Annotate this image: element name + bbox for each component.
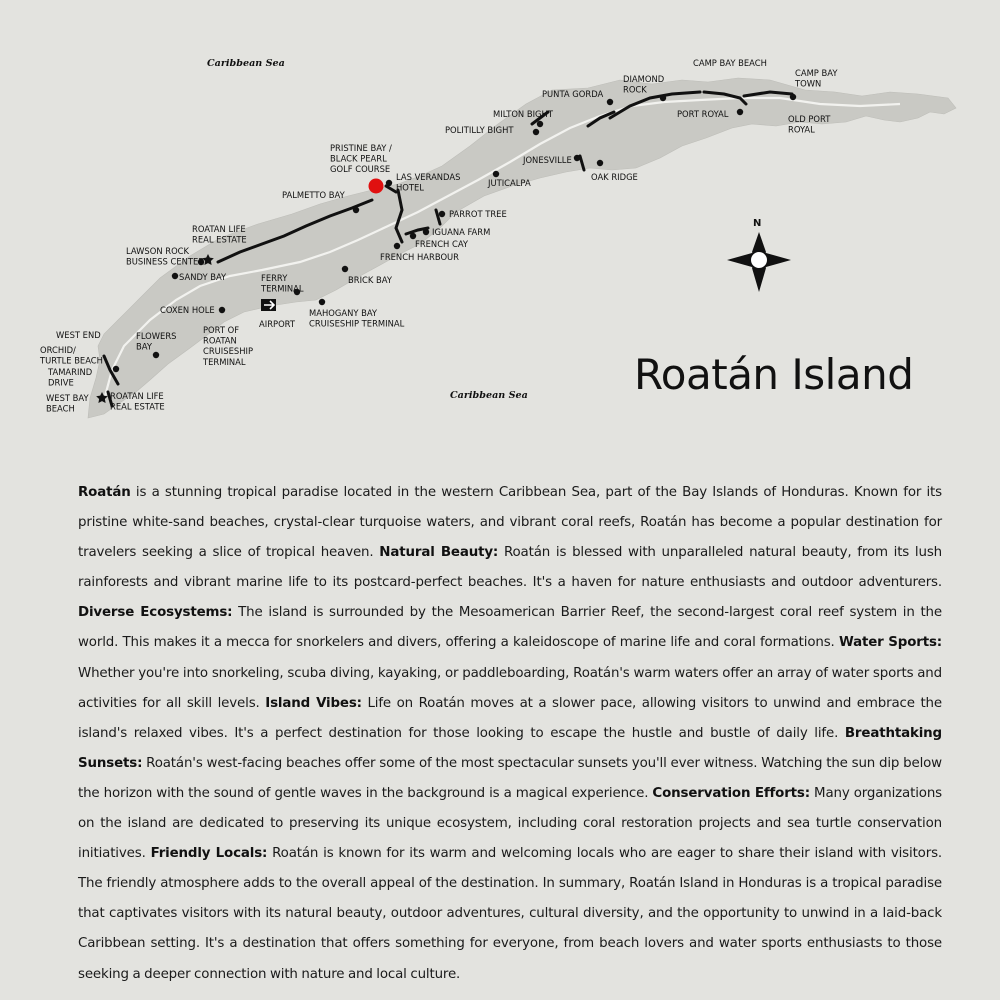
place-label-milton-bight <box>493 109 554 119</box>
description-heading: Water Sports: <box>838 635 943 651</box>
description-run: Roatán is blessed with unparalleled natural beauty, from its lush rainforests and vibrant marine life to its postcard-perfect beaches. It's a haven for nature enthusiasts and outdoor adventurers. <box>78 545 942 591</box>
place-label-line: ROATAN LIFE <box>192 224 246 234</box>
place-label-lawson-rock <box>126 246 204 267</box>
place-label-airport <box>259 319 296 329</box>
place-label-line: PRISTINE BAY / <box>330 143 392 153</box>
place-label-parrot-tree <box>449 209 507 219</box>
place-label-line: LAS VERANDAS <box>396 172 461 182</box>
place-label-line: BRICK BAY <box>348 275 392 285</box>
place-label-line: BAY <box>136 341 152 352</box>
place-label-line: PUNTA GORDA <box>542 89 604 99</box>
place-label-oak-ridge <box>591 172 638 182</box>
place-label-line: LAWSON ROCK <box>126 246 189 256</box>
place-label-juticalpa <box>487 178 531 188</box>
place-label-west-bay-beach <box>46 393 89 414</box>
place-label-line: FRENCH HARBOUR <box>380 252 459 262</box>
sea-label-north: Caribbean Sea <box>207 58 285 69</box>
place-label-west-end <box>56 330 101 340</box>
page-title: Roatán Island <box>634 350 914 399</box>
sea-label-south: Caribbean Sea <box>450 390 528 401</box>
description-run: Many organizations on the island are dedicated to preserving its unique ecosystem, including coral restoration projects and sea turtle conservation initiatives. <box>78 785 942 862</box>
place-label-line: FLOWERS <box>136 331 177 341</box>
place-label-orchid-turtle <box>39 345 103 366</box>
airport-icon <box>261 299 276 311</box>
place-label-palmetto-bay <box>282 190 346 200</box>
place-label-line: HOTEL <box>396 182 424 193</box>
description-heading: Conservation Efforts: <box>652 785 810 801</box>
place-label-line: TURTLE BEACH <box>40 355 103 366</box>
description-run: Life on Roatán moves at a slower pace, allowing visitors to unwind and embrace the island's relaxed vibes. It's a perfect destination for those looking to escape the hustle and bustle of daily life. <box>78 695 942 741</box>
place-label-line: ROATAN LIFE <box>110 391 164 401</box>
place-label-line: CRUISESHIP <box>203 346 254 357</box>
description-heading: Diverse Ecosystems: <box>78 605 233 621</box>
compass-rose-icon <box>727 218 791 292</box>
place-label-french-cay <box>415 239 469 249</box>
place-label-line: FRENCH CAY <box>415 239 469 249</box>
description-heading: Roatán <box>78 485 131 500</box>
place-label-line: COXEN HOLE <box>160 305 215 315</box>
place-label-line: REAL ESTATE <box>192 234 247 245</box>
place-label-brick-bay <box>348 275 393 285</box>
place-label-line: BLACK PEARL <box>330 153 387 164</box>
place-label-mahogany-bay <box>309 308 405 329</box>
place-label-line: ROATAN <box>203 335 237 346</box>
description-heading: Island Vibes: <box>265 695 362 711</box>
place-label-line: WEST END <box>56 330 101 340</box>
place-label-line: CAMP BAY <box>795 68 838 78</box>
place-label-line: DRIVE <box>48 377 74 388</box>
place-label-line: ORCHID/ <box>40 345 76 355</box>
description-heading: Breathtaking Sunsets: <box>78 725 942 771</box>
place-label-tamarind-drive <box>47 367 92 388</box>
place-label-line: ROCK <box>623 84 647 95</box>
place-label-line: GOLF COURSE <box>330 164 391 175</box>
place-label-camp-bay-beach <box>693 58 767 68</box>
place-label-old-port-royal <box>788 114 831 135</box>
place-label-politilly-bight <box>445 125 514 135</box>
place-label-line: PARROT TREE <box>449 209 507 219</box>
place-label-punta-gorda <box>542 89 604 99</box>
place-label-line: AIRPORT <box>259 319 295 329</box>
place-label-iguana-farm <box>432 227 490 237</box>
place-label-line: JUTICALPA <box>488 178 531 188</box>
place-label-line: POLITILLY BIGHT <box>445 125 514 135</box>
place-label-line: TAMARIND <box>48 367 93 377</box>
place-label-line: TERMINAL <box>261 283 304 294</box>
place-label-line: SANDY BAY <box>179 272 227 282</box>
description-text <box>78 478 942 990</box>
place-label-line: BEACH <box>46 403 75 414</box>
place-label-line: JONESVILLE <box>523 155 572 165</box>
description-run: Roatán's west-facing beaches offer some of the most spectacular sunsets you'll ever witness. Watching the sun dip below the horizon with the sound of gentle waves in the background is a magical experience. <box>78 755 942 801</box>
place-label-french-harbour <box>380 252 459 262</box>
description-heading: Friendly Locals: <box>150 846 268 862</box>
place-label-line: MILTON BIGHT <box>493 109 553 119</box>
pristine-bay-marker <box>369 179 384 194</box>
place-label-line: ROYAL <box>788 124 815 135</box>
place-label-line: IGUANA FARM <box>432 227 491 237</box>
place-label-line: DIAMOND <box>623 74 665 84</box>
place-label-roatan-life-1 <box>192 224 247 245</box>
place-label-line: PORT ROYAL <box>677 109 729 119</box>
place-label-line: TERMINAL <box>203 356 246 367</box>
place-label-jonesville <box>522 155 572 165</box>
place-label-port-of-roatan <box>202 325 253 367</box>
place-label-line: OLD PORT <box>788 114 831 124</box>
place-label-line: TOWN <box>795 78 822 89</box>
place-label-line: WEST BAY <box>46 393 89 403</box>
description-run: The island is surrounded by the Mesoamerican Barrier Reef, the second-largest coral reef system in the world. This makes it a mecca for snorkelers and divers, offering a kaleidoscope of marine life and coral formations. <box>78 605 942 651</box>
description-run: Roatán is known for its warm and welcoming locals who are eager to share their island with visitors. The friendly atmosphere adds to the overall appeal of the destination. In summary, Roatán Island in Honduras is a tropical paradise that captivates visitors with its natural beauty, outdoor adventures, cultural diversity, and the opportunity to unwind in a laid-back Caribbean setting. It's a destination that offers something for everyone, from beach lovers and water sports enthusiasts to those seeking a deeper connection with nature and local culture. <box>78 846 943 982</box>
place-label-line: CRUISESHIP TERMINAL <box>309 318 405 329</box>
place-label-line: MAHOGANY BAY <box>309 308 378 318</box>
place-label-line: FERRY <box>261 273 288 283</box>
place-label-line: PORT OF <box>203 325 240 335</box>
place-label-line: PALMETTO BAY <box>282 190 345 200</box>
compass-north-label: N <box>753 218 762 229</box>
description-run: Whether you're into snorkeling, scuba diving, kayaking, or paddleboarding, Roatán's warm waters offer an array of water sports and activities for all skill levels. <box>78 665 942 711</box>
description-heading: Natural Beauty: <box>379 545 499 561</box>
place-label-port-royal <box>677 109 729 119</box>
place-label-line: CAMP BAY BEACH <box>693 58 767 68</box>
place-label-sandy-bay <box>179 272 227 282</box>
place-label-line: BUSINESS CENTER <box>126 256 205 267</box>
description-run: is a stunning tropical paradise located in the western Caribbean Sea, part of the Bay Islands of Honduras. Known for its pristine white-sand beaches, crystal-clear turquoise waters, and vibrant coral reefs, Roatán has become a popular destination for travelers seeking a slice of tropical heaven. <box>78 485 942 561</box>
place-label-coxen-hole <box>160 305 215 315</box>
place-label-roatan-life-2 <box>110 391 165 412</box>
place-label-line: OAK RIDGE <box>591 172 638 182</box>
place-label-line: REAL ESTATE <box>110 401 165 412</box>
place-label-pristine-bay <box>330 143 392 174</box>
place-label-camp-bay-town <box>794 68 838 89</box>
